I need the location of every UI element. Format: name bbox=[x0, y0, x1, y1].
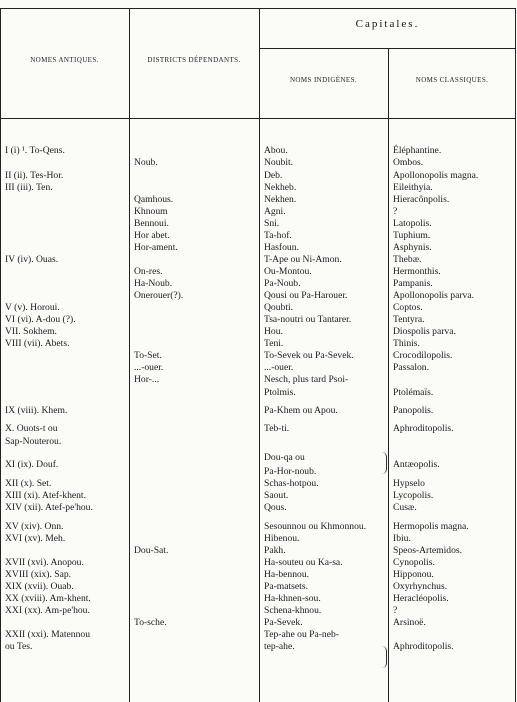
indigene-name-cell: Qous. bbox=[264, 502, 287, 513]
classical-name-cell: Aphroditopolis. bbox=[393, 423, 454, 434]
nome-cell: V (v). Horoui. bbox=[5, 302, 60, 313]
classical-name-cell: ? bbox=[393, 206, 398, 217]
nome-cell: XV (xiv). Onn. bbox=[5, 521, 64, 532]
district-cell: Dou-Sat. bbox=[134, 545, 169, 556]
indigene-name-cell: Schena-khnou. bbox=[264, 605, 322, 616]
classical-name-cell: Hieracônpolis. bbox=[393, 194, 450, 205]
classical-name-cell: Crocodilopolis. bbox=[393, 350, 453, 361]
classical-name-cell: Passalon. bbox=[393, 362, 429, 373]
district-cell: Onerouer(?). bbox=[134, 290, 184, 301]
indigene-name-cell: Ou-Montou. bbox=[264, 266, 312, 277]
indigene-name-cell: Sni. bbox=[264, 218, 280, 229]
indigene-name-cell: Pa-Sevek. bbox=[264, 617, 303, 628]
classical-name-cell: Coptos. bbox=[393, 302, 423, 313]
nome-cell: II (ii). Tes-Hor. bbox=[5, 170, 64, 181]
district-cell: Hor-... bbox=[134, 374, 160, 385]
nome-cell: IV (iv). Ouas. bbox=[5, 254, 59, 265]
classical-name-cell: Éléphantine. bbox=[393, 145, 442, 156]
district-cell: Hor-ament. bbox=[134, 242, 178, 253]
classical-name-cell: Eileithyia. bbox=[393, 182, 433, 193]
classical-name-cell: Ombos. bbox=[393, 157, 424, 168]
indigene-name-cell: Agni. bbox=[264, 206, 286, 217]
classical-name-cell: Hipponou. bbox=[393, 569, 434, 580]
classical-name-cell: Latopolis. bbox=[393, 218, 432, 229]
rule-header-bottom bbox=[0, 118, 516, 119]
nome-cell: XVII (xvi). Anopou. bbox=[5, 557, 84, 568]
classical-name-cell: Thebæ. bbox=[393, 254, 422, 265]
indigene-name-cell: tep-ahe. bbox=[264, 641, 295, 652]
district-cell: Hor abet. bbox=[134, 230, 170, 241]
classical-name-cell: Hermonthis. bbox=[393, 266, 441, 277]
classical-name-cell: Apollonopolis parva. bbox=[393, 290, 475, 301]
brace-douf bbox=[380, 452, 387, 474]
indigene-name-cell: To-Sevek ou Pa-Sevek. bbox=[264, 350, 354, 361]
nome-cell: XVI (xv). Meh. bbox=[5, 533, 66, 544]
indigene-name-cell: Nesch, plus tard Psoi- bbox=[264, 374, 349, 385]
classical-name-cell: Lycopolis. bbox=[393, 490, 434, 501]
nome-cell: XXII (xxi). Matennou bbox=[5, 629, 90, 640]
indigene-name-cell: Qousi ou Pa-Harouer. bbox=[264, 290, 348, 301]
nome-cell: XXI (xx). Am-pe'hou. bbox=[5, 605, 90, 616]
indigene-name-cell: Abou. bbox=[264, 145, 288, 156]
nome-cell: XIII (xi). Atef-khent. bbox=[5, 490, 86, 501]
rule-top bbox=[0, 8, 516, 9]
classical-name-cell: Cusæ. bbox=[393, 502, 417, 513]
nome-cell: XIX (xvii). Ouab. bbox=[5, 581, 74, 592]
classical-name-cell: Ibiu. bbox=[393, 533, 411, 544]
district-cell: Bennoui. bbox=[134, 218, 169, 229]
nome-cell: III (iii). Ten. bbox=[5, 182, 53, 193]
header-capitales: Capitales. bbox=[355, 18, 420, 30]
district-cell: To-sche. bbox=[134, 617, 167, 628]
classical-name-cell: Tuphium. bbox=[393, 230, 431, 241]
indigene-name-cell: Ta-hof. bbox=[264, 230, 292, 241]
rule-right-outer bbox=[515, 8, 516, 702]
classical-name-cell: ? bbox=[393, 605, 398, 616]
header-nomes: NOMES ANTIQUES. bbox=[30, 56, 99, 64]
indigene-name-cell: Pa-matsets. bbox=[264, 581, 308, 592]
indigene-name-cell: Nekheb. bbox=[264, 182, 297, 193]
rule-col1 bbox=[129, 8, 130, 702]
classical-name-cell: Hermopolis magna. bbox=[393, 521, 469, 532]
header-indigenes: NOMS INDIGÈNES. bbox=[289, 76, 358, 84]
nome-cell: VIII (vii). Abets. bbox=[5, 338, 70, 349]
classical-name-cell: Hypselo bbox=[393, 478, 425, 489]
classical-name-cell: Diospolis parva. bbox=[393, 326, 456, 337]
indigene-name-cell: Noubit. bbox=[264, 157, 294, 168]
nome-cell: I (i) ¹. To-Qens. bbox=[5, 145, 65, 156]
indigene-name-cell: ...-ouer. bbox=[264, 362, 294, 373]
classical-name-cell: Antæopolis. bbox=[393, 459, 440, 470]
rule-col2 bbox=[259, 8, 260, 702]
nome-cell: IX (viii). Khem. bbox=[5, 405, 68, 416]
indigene-name-cell: Pakh. bbox=[264, 545, 286, 556]
indigene-name-cell: Ha-bennou. bbox=[264, 569, 310, 580]
classical-name-cell: Apollonopolis magna. bbox=[393, 170, 479, 181]
classical-name-cell: Asphynis. bbox=[393, 242, 432, 253]
nome-cell: XVIII (xix). Sap. bbox=[5, 569, 72, 580]
district-cell: ...-ouer. bbox=[134, 362, 164, 373]
nome-cell: VII. Sokhem. bbox=[5, 326, 57, 337]
indigene-name-cell: Saout. bbox=[264, 490, 289, 501]
indigene-name-cell: Hou. bbox=[264, 326, 283, 337]
indigene-name-cell: Ha-souteu ou Ka-sa. bbox=[264, 557, 343, 568]
classical-name-cell: Aphroditopolis. bbox=[393, 641, 454, 652]
classical-name-cell: Speos-Artemidos. bbox=[393, 545, 463, 556]
indigene-name-cell: Qoubti. bbox=[264, 302, 294, 313]
nome-cell: X. Ouots-t ou bbox=[5, 423, 58, 434]
district-cell: Noub. bbox=[134, 157, 158, 168]
brace-matennou bbox=[380, 646, 387, 668]
classical-name-cell: Pampanis. bbox=[393, 278, 433, 289]
district-cell: Qamhous. bbox=[134, 194, 174, 205]
indigene-name-cell: Schas-hotpou. bbox=[264, 478, 319, 489]
indigene-name-cell: Tep-ahe ou Pa-neb- bbox=[264, 629, 339, 640]
nome-cell: XII (x). Set. bbox=[5, 478, 52, 489]
classical-name-cell: Thinis. bbox=[393, 338, 420, 349]
district-cell: Ha-Noub. bbox=[134, 278, 173, 289]
indigene-name-cell: Hasfoun. bbox=[264, 242, 299, 253]
classical-name-cell: Oxyrhynchus. bbox=[393, 581, 448, 592]
indigene-name-cell: Ptolmis. bbox=[264, 387, 296, 398]
nome-cell: Sap-Nouterou. bbox=[5, 436, 62, 447]
header-classiques: NOMS CLASSIQUES. bbox=[415, 76, 489, 84]
rule-col3 bbox=[388, 48, 389, 702]
nome-cell: ou Tes. bbox=[5, 641, 33, 652]
indigene-name-cell: Pa-Khem ou Apou. bbox=[264, 405, 338, 416]
nome-cell: XIV (xii). Atef-pe'hou. bbox=[5, 502, 93, 513]
classical-name-cell: Tentyra. bbox=[393, 314, 425, 325]
classical-name-cell: Ptolémaïs. bbox=[393, 387, 434, 398]
classical-name-cell: Cynopolis. bbox=[393, 557, 435, 568]
nome-cell: XI (ix). Douf. bbox=[5, 459, 59, 470]
indigene-name-cell: Teni. bbox=[264, 338, 284, 349]
header-districts: DISTRICTS DÉPENDANTS. bbox=[147, 56, 241, 64]
rule-capitales bbox=[259, 48, 516, 49]
indigene-name-cell: T-Ape ou Ni-Amon. bbox=[264, 254, 342, 265]
rule-left-outer bbox=[0, 8, 1, 702]
nome-cell: XX (xviii). Am-khent. bbox=[5, 593, 91, 604]
indigene-name-cell: Ha-khnen-sou. bbox=[264, 593, 321, 604]
nome-cell: VI (vi). A-dou (?). bbox=[5, 314, 76, 325]
classical-name-cell: Panopolis. bbox=[393, 405, 434, 416]
indigene-name-cell: Pa-Hor-noub. bbox=[264, 466, 317, 477]
indigene-name-cell: Hibenou. bbox=[264, 533, 300, 544]
indigene-name-cell: Nekhen. bbox=[264, 194, 297, 205]
district-cell: On-res. bbox=[134, 266, 163, 277]
indigene-name-cell: Deb. bbox=[264, 170, 283, 181]
indigene-name-cell: Tsa-noutri ou Tantarer. bbox=[264, 314, 352, 325]
classical-name-cell: Arsinoë. bbox=[393, 617, 426, 628]
district-cell: Khnoum bbox=[134, 206, 168, 217]
district-cell: To-Set. bbox=[134, 350, 162, 361]
indigene-name-cell: Dou-qa ou bbox=[264, 452, 305, 463]
classical-name-cell: Heracléopolis. bbox=[393, 593, 449, 604]
indigene-name-cell: Pa-Noub. bbox=[264, 278, 301, 289]
indigene-name-cell: Sesounnou ou Khmonnou. bbox=[264, 521, 367, 532]
indigene-name-cell: Teb-ti. bbox=[264, 423, 290, 434]
